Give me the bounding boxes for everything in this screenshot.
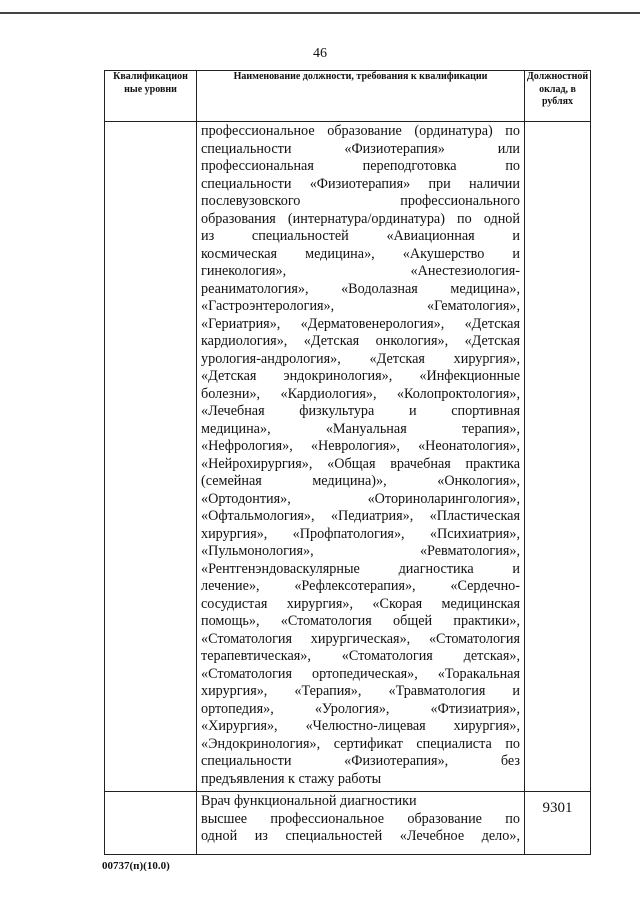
header-row — [105, 71, 591, 122]
text-line: «Стоматология хирургическая», «Стоматология — [201, 630, 520, 647]
text-line: терапевтическая», «Стоматология детская», — [201, 648, 520, 664]
text-line: специальности «Физиотерапия» при наличии — [201, 175, 520, 192]
salary-cell — [525, 122, 591, 792]
text-line: космическая медицина», «Акушерство и — [201, 245, 520, 262]
text-line: «Нейрохирургия», «Общая врачебная практика — [201, 455, 520, 472]
text-line: профессиональное образование (ординатура) по — [201, 123, 520, 139]
text-line: болезни», «Кардиология», «Колопроктология», — [201, 385, 520, 402]
text-line: «Детская эндокринология», «Инфекционные — [201, 368, 520, 384]
text-line: «Гериатрия», «Дерматовенерология», «Детская — [201, 315, 520, 332]
table-row — [105, 122, 591, 792]
text-line: хирургия», «Профпатология», «Психиатрия», — [201, 525, 520, 542]
text-line: «Гастроэнтерология», «Гематология», — [201, 298, 520, 314]
requirements-cell — [197, 792, 525, 855]
level-cell — [105, 122, 197, 792]
text-line: «Хирургия», «Челюстно-лицевая хирургия», — [201, 718, 520, 734]
table-row — [105, 792, 591, 855]
text-line: специальности «Физиотерапия» или — [201, 140, 520, 157]
text-line: «Стоматология ортопедическая», «Торакальная — [201, 665, 520, 682]
text-line: послевузовского профессионального — [201, 193, 520, 209]
text-line: одной из специальностей «Лечебное дело», — [201, 828, 520, 844]
text-line: кардиология», «Детская онкология», «Детская — [201, 333, 520, 349]
text-line: медицина», «Мануальная терапия», — [201, 420, 520, 437]
header-salary: Должностной оклад, в рублях — [525, 71, 591, 122]
page-number: 46 — [313, 46, 327, 61]
text-line: (семейная медицина)», «Онкология», — [201, 473, 520, 489]
header-qualification-levels: Квалификацион ные уровни — [105, 71, 197, 122]
text-line: ортопедия», «Урология», «Фтизиатрия», — [201, 700, 520, 717]
text-line: «Лечебная физкультура и спортивная — [201, 403, 520, 419]
text-line: образования (интернатура/ординатура) по одной — [201, 210, 520, 227]
text-line: «Пульмонология», «Ревматология», — [201, 543, 520, 559]
text-line: высшее профессиональное образование по — [201, 810, 520, 827]
text-line: урология-андрология», «Детская хирургия», — [201, 350, 520, 367]
text-line: из специальностей «Авиационная и — [201, 228, 520, 244]
text-line: «Эндокринология», сертификат специалиста по — [201, 735, 520, 752]
text-line: сосудистая хирургия», «Скорая медицинская — [201, 595, 520, 612]
text-line: предъявления к стажу работы — [201, 770, 382, 787]
text-line: «Нефрология», «Неврология», «Неонатология», — [201, 438, 520, 454]
position-title: Врач функциональной диагностики — [201, 793, 417, 809]
text-line: специальности «Физиотерапия», без — [201, 753, 520, 769]
text-line: лечение», «Рефлексотерапия», «Сердечно- — [201, 578, 520, 594]
text-line: реаниматология», «Водолазная медицина», — [201, 280, 520, 297]
requirements-cell — [197, 122, 525, 792]
header-position-requirements: Наименование должности, требования к квалификации — [197, 71, 525, 122]
level-cell — [105, 792, 197, 855]
text-line: хирургия», «Терапия», «Травматология и — [201, 683, 520, 699]
text-line: профессиональная переподготовка по — [201, 158, 520, 174]
top-rule — [0, 12, 640, 14]
footer-code: 00737(п)(10.0) — [102, 860, 170, 872]
text-line: «Офтальмология», «Педиатрия», «Пластическая — [201, 508, 520, 524]
text-line: «Рентгенэндоваскулярные диагностика и — [201, 560, 520, 577]
salary-cell: 9301 — [525, 792, 591, 855]
qualification-table — [104, 70, 591, 855]
text-line: гинекология», «Анестезиология- — [201, 263, 520, 279]
text-line: «Ортодонтия», «Оториноларингология», — [201, 490, 520, 507]
text-line: помощь», «Стоматология общей практики», — [201, 613, 520, 629]
